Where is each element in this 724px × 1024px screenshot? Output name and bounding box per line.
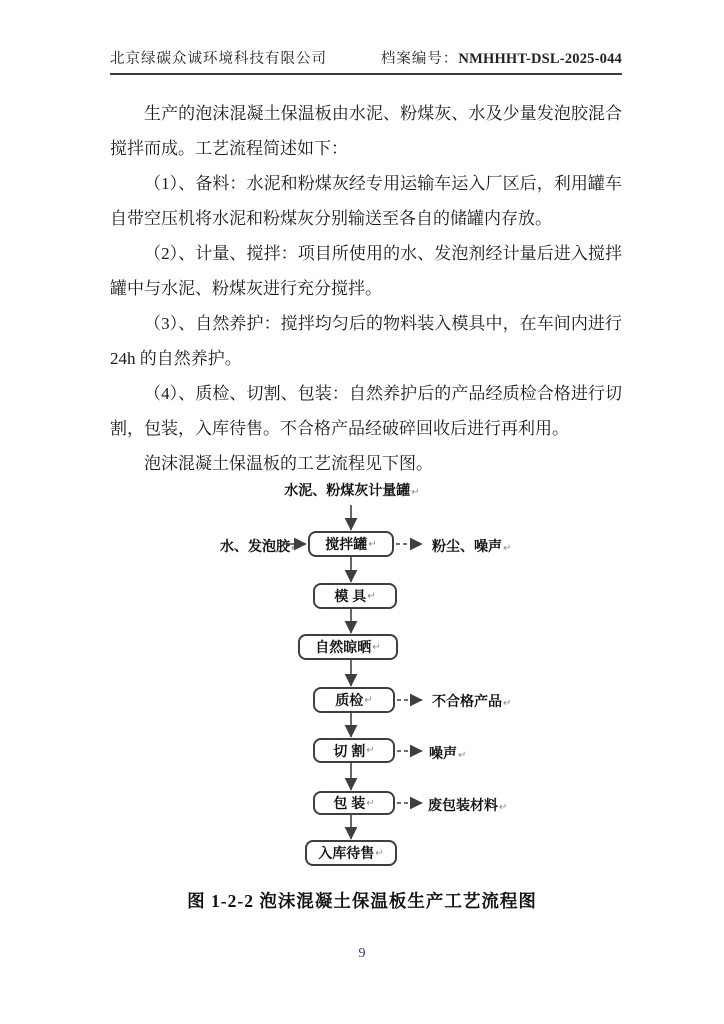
- return-mark: ↵: [366, 797, 375, 809]
- return-mark: ↵: [499, 802, 508, 813]
- flow-box-quality-check: 质检 ↵: [313, 687, 395, 713]
- flow-box-packing: 包 装 ↵: [313, 791, 395, 815]
- flow-box-mold: 模 具 ↵: [313, 583, 397, 609]
- header-doc-number: [381, 51, 622, 67]
- header-company-name: 北京绿碳众诚环境科技有限公司: [110, 51, 327, 67]
- return-mark: ↵: [411, 487, 420, 498]
- flow-emission-rejects: 不合格产品↵: [432, 693, 512, 709]
- flow-top-label: 水泥、粉煤灰计量罐↵: [284, 482, 420, 498]
- doc-number-value: NMHHHT-DSL-2025-044: [458, 51, 622, 67]
- flow-box-cutting: 切 割 ↵: [313, 738, 395, 763]
- flow-emission-dust-noise: 粉尘、噪声↵: [432, 538, 512, 554]
- flow-input-water-foam: 水、发泡胶↵: [220, 538, 300, 554]
- return-mark: ↵: [458, 750, 467, 761]
- flow-box-mixing-tank: 搅拌罐 ↵: [308, 531, 394, 557]
- paragraph-step2: （2）、计量、搅拌：项目所使用的水、发泡剂经计量后进入搅拌罐中与水泥、粉煤灰进行充分搅拌。: [110, 244, 622, 298]
- flowchart-arrows: [0, 470, 724, 880]
- flow-box-natural-drying: 自然晾晒 ↵: [298, 634, 398, 660]
- page-header: [110, 51, 622, 75]
- return-mark: ↵: [375, 847, 384, 859]
- page-number: 9: [358, 946, 366, 961]
- return-mark: ↵: [503, 698, 512, 709]
- arrow-lines: [283, 505, 422, 839]
- doc-number-label: 档案编号：: [380, 51, 459, 67]
- flow-emission-waste-packaging: 废包装材料↵: [428, 797, 508, 813]
- return-mark: ↵: [291, 543, 300, 554]
- return-mark: ↵: [368, 538, 377, 550]
- return-mark: ↵: [364, 694, 373, 706]
- return-mark: ↵: [372, 641, 381, 653]
- flow-box-warehouse: 入库待售 ↵: [305, 840, 397, 866]
- return-mark: ↵: [367, 590, 376, 602]
- body-text: [110, 96, 622, 481]
- paragraph-figure-intro: 泡沫混凝土保温板的工艺流程见下图。: [144, 454, 433, 473]
- return-mark: ↵: [366, 745, 375, 756]
- paragraph-step1: （1）、备料：水泥和粉煤灰经专用运输车运入厂区后，利用罐车自带空压机将水泥和粉煤灰分别输送至各自的储罐内存放。: [110, 174, 622, 228]
- paragraph-intro: 生产的泡沫混凝土保温板由水泥、粉煤灰、水及少量发泡胶混合搅拌而成。工艺流程简述如下：: [110, 104, 622, 158]
- paragraph-step4: （4）、质检、切割、包装：自然养护后的产品经质检合格进行切割，包装，入库待售。不合格产品经破碎回收后进行再利用。: [110, 384, 622, 438]
- flow-emission-noise: 噪声↵: [429, 745, 467, 761]
- return-mark: ↵: [503, 543, 512, 554]
- paragraph-step3: （3）、自然养护：搅拌均匀后的物料装入模具中，在车间内进行 24h 的自然养护。: [110, 314, 622, 368]
- figure-caption: 图 1-2-2 泡沫混凝土保温板生产工艺流程图: [187, 891, 537, 911]
